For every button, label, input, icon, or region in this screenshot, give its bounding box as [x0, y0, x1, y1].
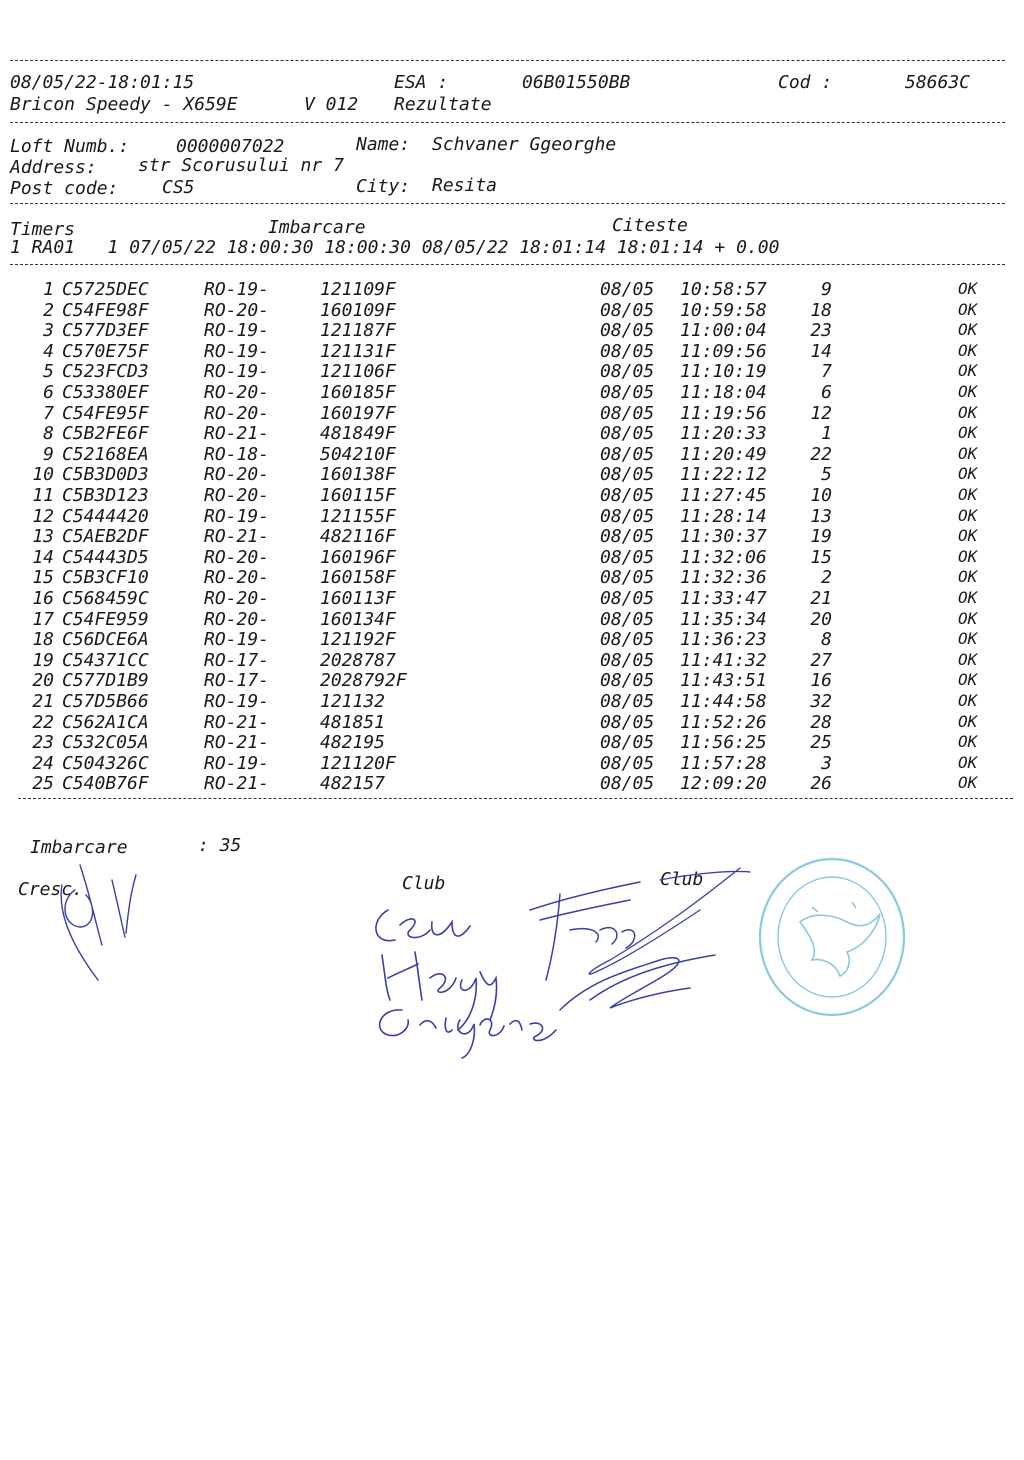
table-row — [0, 506, 1024, 526]
status-ok: OK — [958, 320, 978, 340]
status-ok: OK — [958, 567, 978, 587]
table-row — [0, 670, 1024, 690]
status-ok: OK — [958, 732, 978, 752]
arrival-date: 08/05 — [600, 464, 655, 486]
cresc-label: Cresc. — [18, 879, 84, 900]
ring-prefix: RO-20- — [204, 485, 270, 506]
arrival-date: 08/05 — [600, 299, 655, 321]
ring-number: 160158F — [320, 567, 396, 589]
ring-prefix: RO-18- — [204, 443, 270, 465]
arrival-time: 11:20:49 — [680, 443, 767, 465]
table-row — [0, 320, 1024, 340]
placing: 7 — [821, 361, 832, 383]
cod-value: 58663C — [905, 72, 971, 93]
row-index: 5 — [43, 361, 54, 383]
ring-number: 160197F — [320, 402, 396, 424]
ring-prefix: RO-20- — [204, 588, 270, 609]
ring-number: 160134F — [320, 608, 396, 630]
ring-code: C504326C — [62, 752, 149, 774]
arrival-date: 08/05 — [600, 443, 655, 465]
placing: 6 — [821, 382, 832, 403]
footer-imbarcare-label: Imbarcare — [30, 837, 128, 858]
ring-number: 482157 — [320, 773, 386, 795]
arrival-time: 11:27:45 — [680, 485, 767, 506]
owner-city: Resita — [432, 175, 498, 196]
placing: 32 — [810, 691, 832, 712]
status-ok: OK — [958, 629, 978, 649]
club-label-2: Club — [660, 869, 704, 890]
ring-number: 160109F — [320, 299, 396, 321]
placing: 21 — [810, 588, 832, 609]
ring-code: C54FE95F — [62, 402, 149, 424]
placing: 20 — [810, 608, 832, 630]
table-row — [0, 753, 1024, 773]
row-index: 14 — [32, 546, 54, 568]
ring-number: 2028787 — [320, 649, 396, 671]
table-row — [0, 650, 1024, 670]
status-ok: OK — [958, 691, 978, 710]
status-ok: OK — [958, 340, 978, 360]
placing: 2 — [821, 567, 832, 589]
row-index: 25 — [32, 773, 54, 795]
divider-timers — [10, 264, 1005, 265]
table-row — [0, 382, 1024, 402]
table-row — [0, 609, 1024, 629]
ring-prefix: RO-21- — [204, 423, 270, 445]
status-ok: OK — [958, 649, 978, 669]
row-index: 9 — [43, 443, 54, 465]
club-label-1: Club — [402, 873, 446, 894]
row-index: 15 — [32, 567, 54, 589]
divider-header — [10, 122, 1005, 123]
ring-code: C5B3D123 — [62, 485, 149, 506]
breeder-signature — [40, 855, 150, 985]
status-ok: OK — [958, 464, 978, 484]
ring-code: C568459C — [62, 588, 149, 609]
row-index: 1 — [43, 279, 54, 300]
placing: 1 — [821, 423, 832, 445]
ring-number: 121120F — [320, 752, 396, 774]
ring-prefix: RO-20- — [204, 464, 270, 486]
arrival-date: 08/05 — [600, 732, 655, 754]
ring-prefix: RO-20- — [204, 567, 270, 589]
row-index: 2 — [43, 299, 54, 321]
ring-code: C540B76F — [62, 773, 149, 795]
ring-code: C5444420 — [62, 505, 149, 527]
ring-number: 160185F — [320, 382, 396, 403]
ring-code: C570E75F — [62, 340, 149, 362]
arrival-date: 08/05 — [600, 629, 655, 651]
row-index: 22 — [32, 711, 54, 733]
ring-prefix: RO-21- — [204, 526, 270, 548]
ring-prefix: RO-19- — [204, 340, 270, 362]
ring-code: C56DCE6A — [62, 629, 149, 651]
status-ok: OK — [958, 485, 978, 504]
ring-code: C54FE959 — [62, 608, 149, 630]
esa-label: ESA : — [394, 72, 449, 93]
status-ok: OK — [958, 279, 978, 298]
city-label: City: — [356, 176, 411, 197]
status-ok: OK — [958, 443, 978, 463]
ring-number: 121109F — [320, 279, 396, 300]
owner-name: Schvaner Ggeorghe — [432, 134, 617, 155]
arrival-time: 11:32:36 — [680, 567, 767, 589]
status-ok: OK — [958, 361, 978, 381]
placing: 19 — [810, 526, 832, 548]
row-index: 8 — [43, 423, 54, 445]
ring-number: 160196F — [320, 546, 396, 568]
arrival-date: 08/05 — [600, 711, 655, 733]
row-index: 23 — [32, 732, 54, 754]
owner-address: str Scorusului nr 7 — [138, 155, 344, 176]
ring-prefix: RO-17- — [204, 670, 270, 692]
arrival-time: 12:09:20 — [680, 773, 767, 795]
ring-code: C57D5B66 — [62, 691, 149, 712]
arrival-date: 08/05 — [600, 670, 655, 692]
ring-prefix: RO-20- — [204, 299, 270, 321]
placing: 26 — [810, 773, 832, 795]
status-ok: OK — [958, 711, 978, 731]
device-name: Bricon Speedy - X659E — [10, 94, 238, 115]
ring-code: C5B2FE6F — [62, 423, 149, 445]
placing: 28 — [810, 711, 832, 733]
ring-prefix: RO-17- — [204, 649, 270, 671]
cod-label: Cod : — [778, 72, 833, 93]
row-index: 6 — [43, 382, 54, 403]
status-ok: OK — [958, 402, 978, 422]
ring-number: 121155F — [320, 505, 396, 527]
placing: 10 — [810, 485, 832, 506]
arrival-time: 11:57:28 — [680, 752, 767, 774]
row-index: 3 — [43, 320, 54, 342]
row-index: 21 — [32, 691, 54, 712]
ring-number: 481851 — [320, 711, 386, 733]
arrival-date: 08/05 — [600, 752, 655, 774]
arrival-time: 11:28:14 — [680, 505, 767, 527]
ring-prefix: RO-19- — [204, 691, 270, 712]
ring-number: 121132 — [320, 691, 386, 712]
ring-number: 121192F — [320, 629, 396, 651]
arrival-time: 11:35:34 — [680, 608, 767, 630]
row-index: 24 — [32, 752, 54, 774]
ring-prefix: RO-20- — [204, 608, 270, 630]
arrival-date: 08/05 — [600, 361, 655, 383]
status-ok: OK — [958, 670, 978, 690]
ring-number: 121106F — [320, 361, 396, 383]
placing: 12 — [810, 402, 832, 424]
status-ok: OK — [958, 608, 978, 628]
ring-code: C5725DEC — [62, 279, 149, 300]
print-datetime: 08/05/22-18:01:15 — [10, 72, 195, 93]
arrival-time: 11:41:32 — [680, 649, 767, 671]
ring-code: C532C05A — [62, 732, 149, 754]
arrival-date: 08/05 — [600, 691, 655, 712]
placing: 14 — [810, 340, 832, 362]
ring-code: C577D1B9 — [62, 670, 149, 692]
divider-results — [18, 798, 1013, 799]
arrival-time: 11:36:23 — [680, 629, 767, 651]
placing: 13 — [810, 505, 832, 527]
arrival-time: 11:43:51 — [680, 670, 767, 692]
arrival-time: 11:00:04 — [680, 320, 767, 342]
status-ok: OK — [958, 526, 978, 546]
ring-prefix: RO-20- — [204, 402, 270, 424]
name-label: Name: — [356, 134, 411, 155]
arrival-time: 10:58:57 — [680, 279, 767, 300]
status-ok: OK — [958, 546, 978, 566]
ring-code: C54FE98F — [62, 299, 149, 321]
address-label: Address: — [10, 157, 97, 178]
arrival-time: 11:22:12 — [680, 464, 767, 486]
status-ok: OK — [958, 382, 978, 401]
table-row — [0, 279, 1024, 299]
firmware-version: V 012 — [304, 94, 359, 115]
placing: 5 — [821, 464, 832, 486]
club-signatures — [360, 860, 760, 1060]
timer-line: 1 RA01 1 07/05/22 18:00:30 18:00:30 08/05/22 18:01:14 18:01:14 + 0.00 — [10, 237, 780, 258]
table-row — [0, 464, 1024, 484]
ring-code: C52168EA — [62, 443, 149, 465]
arrival-date: 08/05 — [600, 526, 655, 548]
table-row — [0, 526, 1024, 546]
arrival-time: 11:52:26 — [680, 711, 767, 733]
status-ok: OK — [958, 752, 978, 772]
row-index: 16 — [32, 588, 54, 609]
ring-prefix: RO-21- — [204, 711, 270, 733]
ring-code: C577D3EF — [62, 320, 149, 342]
arrival-time: 11:19:56 — [680, 402, 767, 424]
row-index: 18 — [32, 629, 54, 651]
table-row — [0, 588, 1024, 608]
arrival-time: 11:44:58 — [680, 691, 767, 712]
post-code: CS5 — [162, 177, 195, 198]
arrival-date: 08/05 — [600, 567, 655, 589]
table-row — [0, 423, 1024, 443]
status-ok: OK — [958, 299, 978, 319]
table-row — [0, 567, 1024, 587]
arrival-time: 11:33:47 — [680, 588, 767, 609]
ring-number: 504210F — [320, 443, 396, 465]
placing: 15 — [810, 546, 832, 568]
placing: 8 — [821, 629, 832, 651]
arrival-time: 11:09:56 — [680, 340, 767, 362]
ring-code: C5B3D0D3 — [62, 464, 149, 486]
placing: 25 — [810, 732, 832, 754]
ring-prefix: RO-20- — [204, 382, 270, 403]
ring-prefix: RO-19- — [204, 752, 270, 774]
arrival-time: 11:56:25 — [680, 732, 767, 754]
row-index: 19 — [32, 649, 54, 671]
ring-number: 121187F — [320, 320, 396, 342]
ring-prefix: RO-19- — [204, 279, 270, 300]
status-ok: OK — [958, 423, 978, 443]
arrival-date: 08/05 — [600, 608, 655, 630]
footer-imbarcare-value: : 35 — [198, 835, 242, 856]
table-row — [0, 732, 1024, 752]
ring-prefix: RO-21- — [204, 732, 270, 754]
ring-number: 482195 — [320, 732, 386, 754]
ring-code: C5B3CF10 — [62, 567, 149, 589]
arrival-time: 11:20:33 — [680, 423, 767, 445]
row-index: 13 — [32, 526, 54, 548]
ring-prefix: RO-19- — [204, 320, 270, 342]
arrival-time: 11:10:19 — [680, 361, 767, 383]
ring-prefix: RO-21- — [204, 773, 270, 795]
table-row — [0, 629, 1024, 649]
arrival-date: 08/05 — [600, 649, 655, 671]
placing: 27 — [810, 649, 832, 671]
table-row — [0, 341, 1024, 361]
arrival-time: 11:32:06 — [680, 546, 767, 568]
arrival-time: 11:30:37 — [680, 526, 767, 548]
section-title: Rezultate — [394, 94, 492, 115]
arrival-date: 08/05 — [600, 485, 655, 506]
ring-code: C54443D5 — [62, 546, 149, 568]
ring-prefix: RO-19- — [204, 505, 270, 527]
ring-code: C54371CC — [62, 649, 149, 671]
arrival-date: 08/05 — [600, 320, 655, 342]
arrival-time: 10:59:58 — [680, 299, 767, 321]
ring-code: C5AEB2DF — [62, 526, 149, 548]
ring-code: C562A1CA — [62, 711, 149, 733]
arrival-date: 08/05 — [600, 402, 655, 424]
table-row — [0, 300, 1024, 320]
table-row — [0, 485, 1024, 505]
table-row — [0, 444, 1024, 464]
row-index: 4 — [43, 340, 54, 362]
placing: 23 — [810, 320, 832, 342]
table-row — [0, 691, 1024, 711]
row-index: 20 — [32, 670, 54, 692]
ring-number: 160115F — [320, 485, 396, 506]
ring-code: C53380EF — [62, 382, 149, 403]
ring-number: 160113F — [320, 588, 396, 609]
table-row — [0, 773, 1024, 793]
placing: 3 — [821, 752, 832, 774]
table-row — [0, 712, 1024, 732]
timers-label: Timers — [10, 219, 76, 240]
arrival-date: 08/05 — [600, 546, 655, 568]
imbarcare-heading: Imbarcare — [268, 217, 366, 238]
loft-label: Loft Numb.: — [10, 136, 130, 157]
club-stamp — [752, 852, 912, 1022]
arrival-date: 08/05 — [600, 423, 655, 445]
ring-code: C523FCD3 — [62, 361, 149, 383]
ring-prefix: RO-19- — [204, 361, 270, 383]
placing: 16 — [810, 670, 832, 692]
row-index: 11 — [32, 485, 54, 506]
arrival-date: 08/05 — [600, 588, 655, 609]
ring-number: 2028792F — [320, 670, 407, 692]
arrival-date: 08/05 — [600, 279, 655, 300]
arrival-date: 08/05 — [600, 505, 655, 527]
divider-top — [10, 60, 1005, 61]
row-index: 12 — [32, 505, 54, 527]
ring-prefix: RO-20- — [204, 546, 270, 568]
ring-prefix: RO-19- — [204, 629, 270, 651]
esa-value: 06B01550BB — [522, 72, 631, 93]
citeste-heading: Citeste — [612, 215, 688, 236]
status-ok: OK — [958, 505, 978, 525]
ring-number: 481849F — [320, 423, 396, 445]
loft-number: 0000007022 — [176, 136, 285, 157]
table-row — [0, 547, 1024, 567]
table-row — [0, 403, 1024, 423]
status-ok: OK — [958, 773, 978, 793]
arrival-date: 08/05 — [600, 340, 655, 362]
arrival-date: 08/05 — [600, 382, 655, 403]
post-code-label: Post code: — [10, 178, 119, 199]
row-index: 10 — [32, 464, 54, 486]
table-row — [0, 361, 1024, 381]
divider-owner — [10, 203, 1005, 204]
placing: 18 — [810, 299, 832, 321]
arrival-time: 11:18:04 — [680, 382, 767, 403]
row-index: 7 — [43, 402, 54, 424]
ring-number: 160138F — [320, 464, 396, 486]
arrival-date: 08/05 — [600, 773, 655, 795]
placing: 9 — [821, 279, 832, 300]
placing: 22 — [810, 443, 832, 465]
status-ok: OK — [958, 588, 978, 607]
ring-number: 121131F — [320, 340, 396, 362]
row-index: 17 — [32, 608, 54, 630]
ring-number: 482116F — [320, 526, 396, 548]
